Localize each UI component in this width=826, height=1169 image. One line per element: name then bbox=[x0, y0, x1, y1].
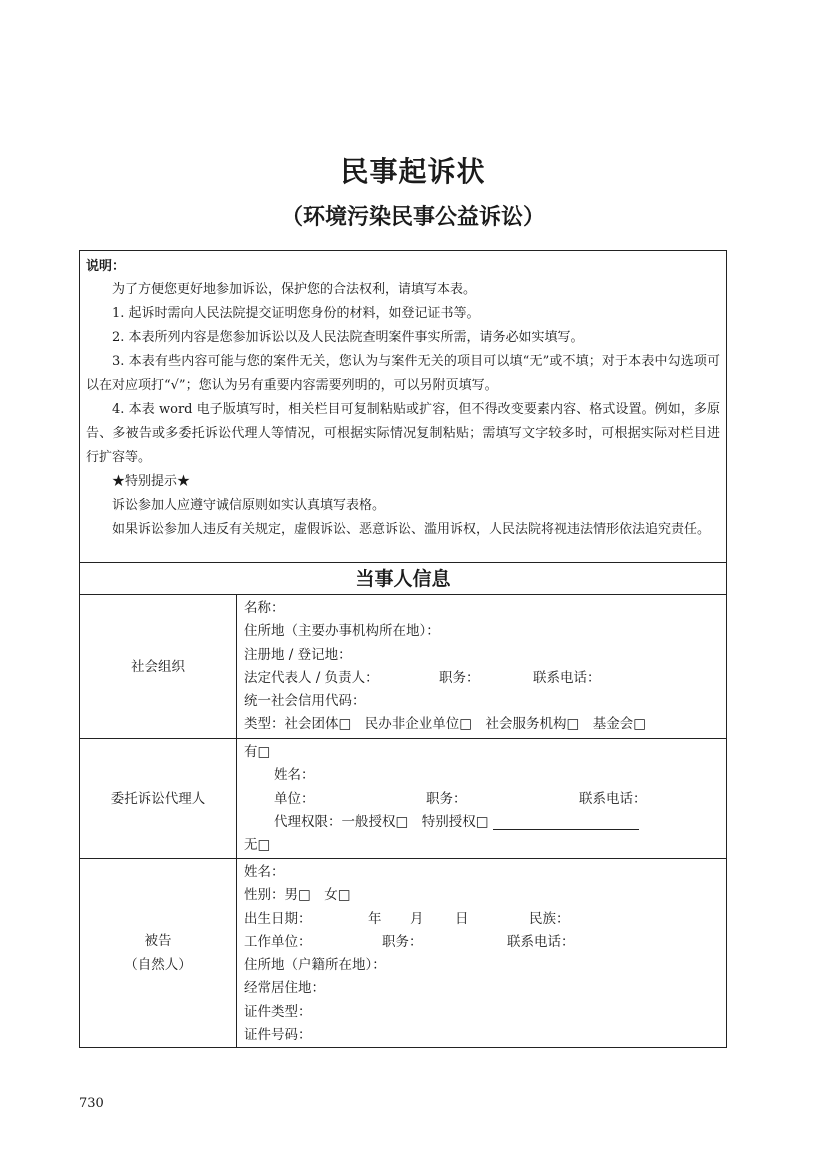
agent-label bbox=[80, 739, 237, 858]
defendant-birth-line bbox=[244, 908, 726, 931]
parties-section-title: 当事人信息 bbox=[80, 563, 726, 595]
page-subtitle: （环境污染民事公益诉讼） bbox=[280, 205, 545, 230]
org-name-field[interactable]: 名称： bbox=[244, 600, 285, 616]
defendant-name-field[interactable]: 姓名： bbox=[244, 864, 285, 880]
org-phone-field[interactable]: 联系电话： bbox=[533, 669, 601, 686]
agent-phone-field[interactable]: 联系电话： bbox=[579, 790, 647, 807]
agent-authority-checkboxes[interactable]: 代理权限：一般授权□ 特别授权□ bbox=[274, 813, 489, 830]
agent-position-field[interactable]: 职务： bbox=[426, 790, 467, 807]
instruction-paragraph: 诉讼参加人应遵守诚信原则如实认真填写表格。 bbox=[112, 498, 386, 513]
org-registered-field[interactable]: 注册地 / 登记地： bbox=[244, 646, 352, 663]
agent-name-field[interactable]: 姓名： bbox=[274, 767, 315, 784]
agent-yes-checkbox[interactable]: 有□ bbox=[244, 744, 271, 760]
birth-month-label: 月 bbox=[410, 910, 424, 927]
defendant-label bbox=[80, 859, 237, 1047]
instruction-paragraph: 1. 起诉时需向人民法院提交证明您身份的材料，如登记证书等。 bbox=[112, 306, 480, 321]
defendant-position-field[interactable]: 职务： bbox=[382, 933, 423, 950]
agent-authority-line bbox=[244, 811, 726, 834]
social-organization-fields bbox=[237, 595, 726, 738]
instruction-paragraph: 为了方便您更好地参加诉讼，保护您的合法权利，请填写本表。 bbox=[112, 282, 477, 297]
defendant-birth-field[interactable]: 出生日期： bbox=[244, 910, 312, 927]
defendant-phone-field[interactable]: 联系电话： bbox=[507, 933, 575, 950]
org-credit-code-field[interactable]: 统一社会信用代码： bbox=[244, 693, 366, 710]
defendant-ethnicity-field[interactable]: 民族： bbox=[529, 910, 570, 927]
org-type-checkboxes[interactable]: 类型：社会团体□ 民办非企业单位□ 社会服务机构□ 基金会□ bbox=[244, 716, 647, 733]
instruction-paragraph: 2. 本表所列内容是您参加诉讼以及人民法院查明案件事实所需，请务必如实填写。 bbox=[112, 330, 584, 345]
page-number: 730 bbox=[79, 1096, 104, 1111]
org-representative-line bbox=[244, 667, 726, 690]
instruction-paragraph: 如果诉讼参加人违反有关规定，虚假诉讼、恶意诉讼、滥用诉权，人民法院将视违法情形依法追究责任。 bbox=[112, 522, 711, 537]
instruction-paragraph: 4. 本表 word 电子版填写时，相关栏目可复制粘贴或扩容，但不得改变要素内容、格式设置。例如，多原告、多被告或多委托诉讼代理人等情况，可根据实际情况复制粘贴；需填写文字较多时，可根据实际对栏目进行扩容等。 bbox=[86, 402, 720, 465]
agent-unit-field[interactable]: 单位： bbox=[274, 790, 315, 807]
authority-blank-line[interactable] bbox=[493, 815, 639, 830]
agent-fields bbox=[237, 739, 726, 858]
instructions-heading: 说明： bbox=[86, 259, 126, 274]
special-notice-heading: ★特别提示★ bbox=[112, 474, 191, 489]
complaint-form bbox=[79, 250, 727, 1048]
row-label-text: 社会组织 bbox=[131, 658, 185, 675]
defendant-work-unit-field[interactable]: 工作单位： bbox=[244, 933, 312, 950]
defendant-id-number-field[interactable]: 证件号码： bbox=[244, 1027, 312, 1044]
defendant-fields bbox=[237, 859, 726, 1047]
social-organization-label bbox=[80, 595, 237, 738]
defendant-work-line bbox=[244, 931, 726, 954]
defendant-row bbox=[80, 859, 726, 1047]
defendant-domicile-field[interactable]: 住所地（户籍所在地）： bbox=[244, 957, 386, 974]
defendant-gender-checkboxes[interactable]: 性别：男□ 女□ bbox=[244, 887, 351, 904]
instructions-section bbox=[80, 251, 726, 563]
row-label-subtext: （自然人） bbox=[124, 957, 192, 973]
defendant-id-type-field[interactable]: 证件类型： bbox=[244, 1003, 312, 1020]
agent-no-checkbox[interactable]: 无□ bbox=[244, 837, 271, 854]
agent-unit-line bbox=[244, 788, 726, 811]
row-label-text: 被告 bbox=[144, 933, 172, 949]
defendant-residence-field[interactable]: 经常居住地： bbox=[244, 980, 325, 997]
org-position-field[interactable]: 职务： bbox=[439, 669, 480, 686]
agent-row bbox=[80, 739, 726, 859]
instruction-paragraph: 3. 本表有些内容可能与您的案件无关，您认为与案件无关的项目可以填“无”或不填；对于本表中勾选项可以在对应项打“√”；您认为另有重要内容需要列明的，可以另附页填写。 bbox=[86, 354, 720, 393]
row-label-text: 委托诉讼代理人 bbox=[110, 790, 206, 807]
birth-day-label: 日 bbox=[455, 910, 469, 927]
social-organization-row bbox=[80, 595, 726, 739]
birth-year-label: 年 bbox=[368, 910, 382, 927]
org-domicile-field[interactable]: 住所地（主要办事机构所在地）： bbox=[244, 623, 440, 640]
page-title: 民事起诉状 bbox=[340, 155, 486, 188]
org-legal-rep-field[interactable]: 法定代表人 / 负责人： bbox=[244, 669, 379, 686]
